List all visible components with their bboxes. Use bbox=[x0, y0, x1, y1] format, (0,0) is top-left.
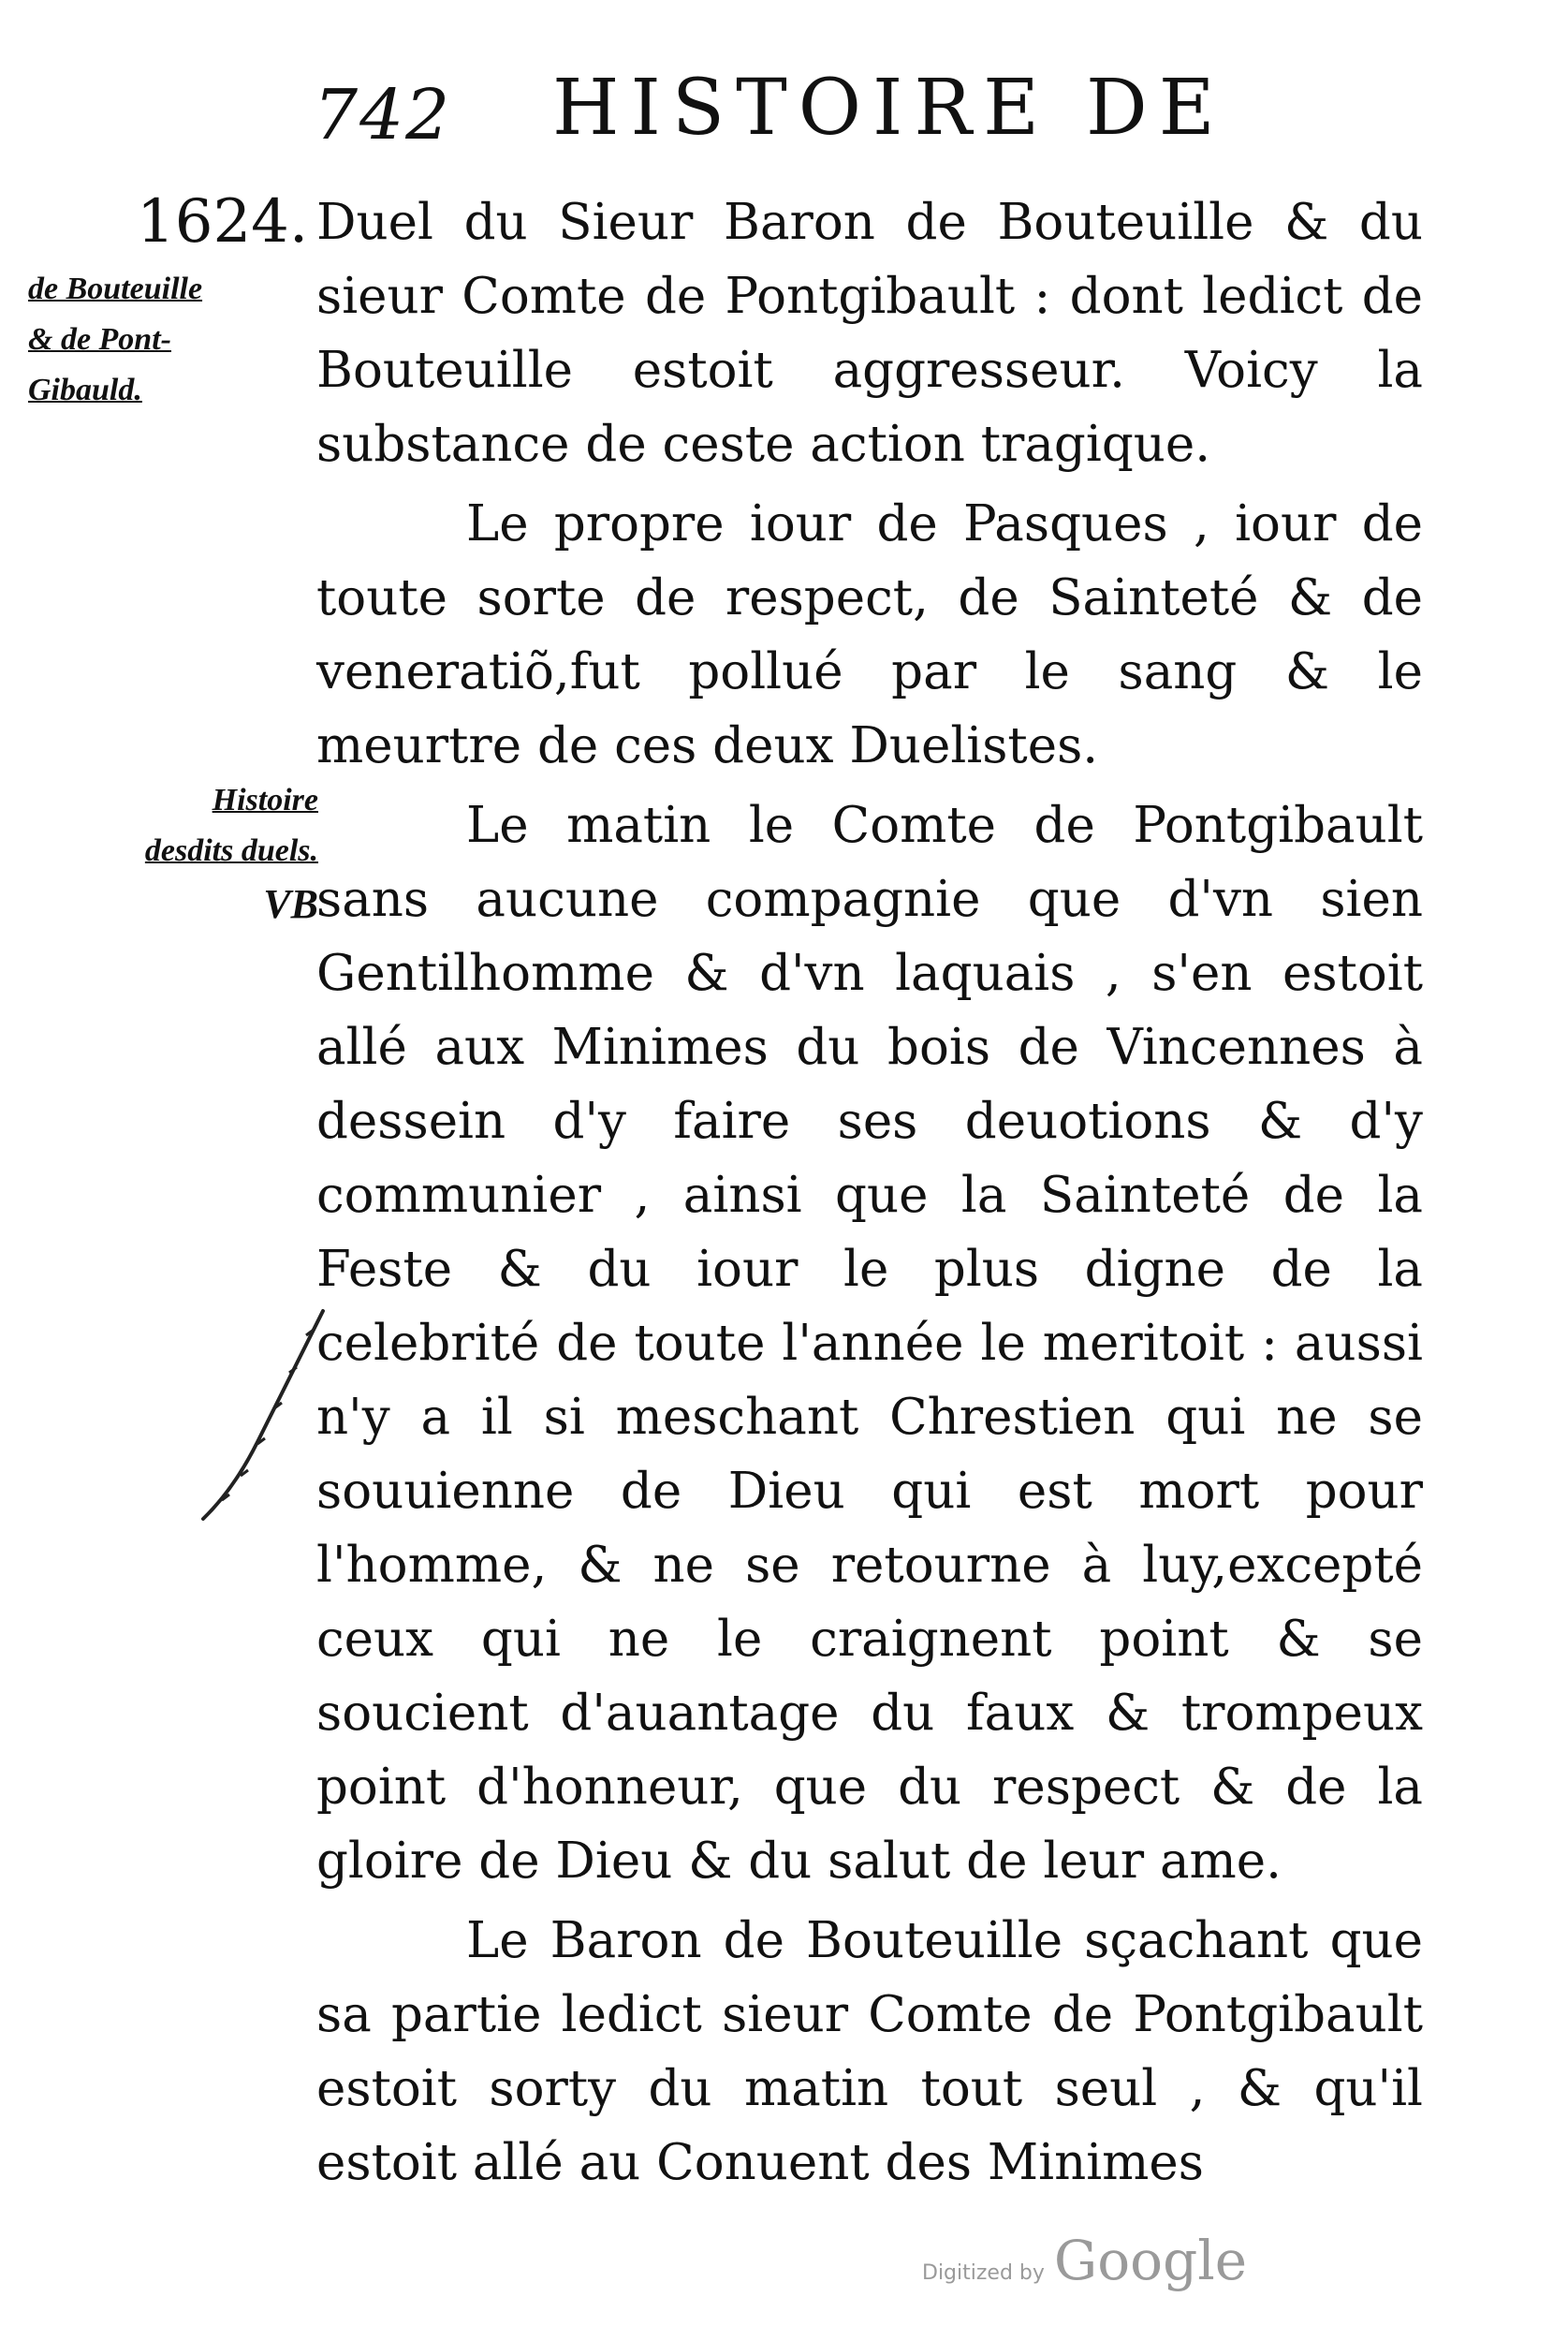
margin-note-line: desdits duels. bbox=[144, 833, 318, 868]
paragraph: Le matin le Comte de Pontgibault sans aucune compagnie que d'vn sien Gentilhomme & d'vn laquais , s'en estoit allé aux Minimes du bois de Vincennes à dessein d'y faire ses deuotions & d'y communier , ainsi que la Sainteté de la Feste & du iour le plus digne de la celebrité de toute l'année le meritoit : aussi n'y a il si meschant Chrestien qui ne se souuienne de Dieu qui est mort pour l'homme, & ne se retourne à luy,excepté ceux qui ne le craignent point & se soucient d'auantage du faux & trompeux point d'honneur, que du respect & de la gloire de Dieu & du salut de leur ame. bbox=[316, 797, 1423, 1890]
paragraph: Le Baron de Bouteuille sçachant que sa partie ledict sieur Comte de Pontgibault estoit sorty du matin tout seul , & qu'il estoit allé au Conuent des Minimes bbox=[316, 1912, 1423, 2191]
margin-note-duel-parties bbox=[28, 264, 328, 416]
margin-note-line: Gibauld. bbox=[28, 373, 142, 407]
page-header bbox=[0, 64, 1568, 167]
margin-note-history bbox=[28, 775, 318, 933]
digitized-by-label: Digitized by bbox=[922, 2261, 1045, 2285]
handwritten-mark: VB bbox=[263, 881, 318, 927]
paragraph: Le propre iour de Pasques , iour de toute sorte de respect, de Sainteté & de veneratiõ,fut pollué par le sang & le meurtre de ces deux Duelistes. bbox=[316, 495, 1423, 774]
running-head: HISTOIRE DE bbox=[552, 64, 1226, 153]
page-number: 742 bbox=[314, 75, 452, 155]
margin-note-line: Histoire bbox=[212, 783, 318, 817]
margin-year: 1624. bbox=[137, 187, 309, 257]
margin-note-line: & de Pont- bbox=[28, 322, 171, 357]
google-logo: Google bbox=[1053, 2229, 1248, 2292]
pen-stroke-mark bbox=[192, 1302, 332, 1526]
body-text bbox=[316, 185, 1423, 2200]
margin-note-line: de Bouteuille bbox=[28, 272, 203, 306]
digitized-watermark bbox=[922, 2229, 1247, 2292]
paragraph: Duel du Sieur Baron de Bouteuille & du sieur Comte de Pontgibault : dont ledict de Bouteuille estoit aggresseur. Voicy la substance de ceste action tragique. bbox=[316, 194, 1423, 473]
